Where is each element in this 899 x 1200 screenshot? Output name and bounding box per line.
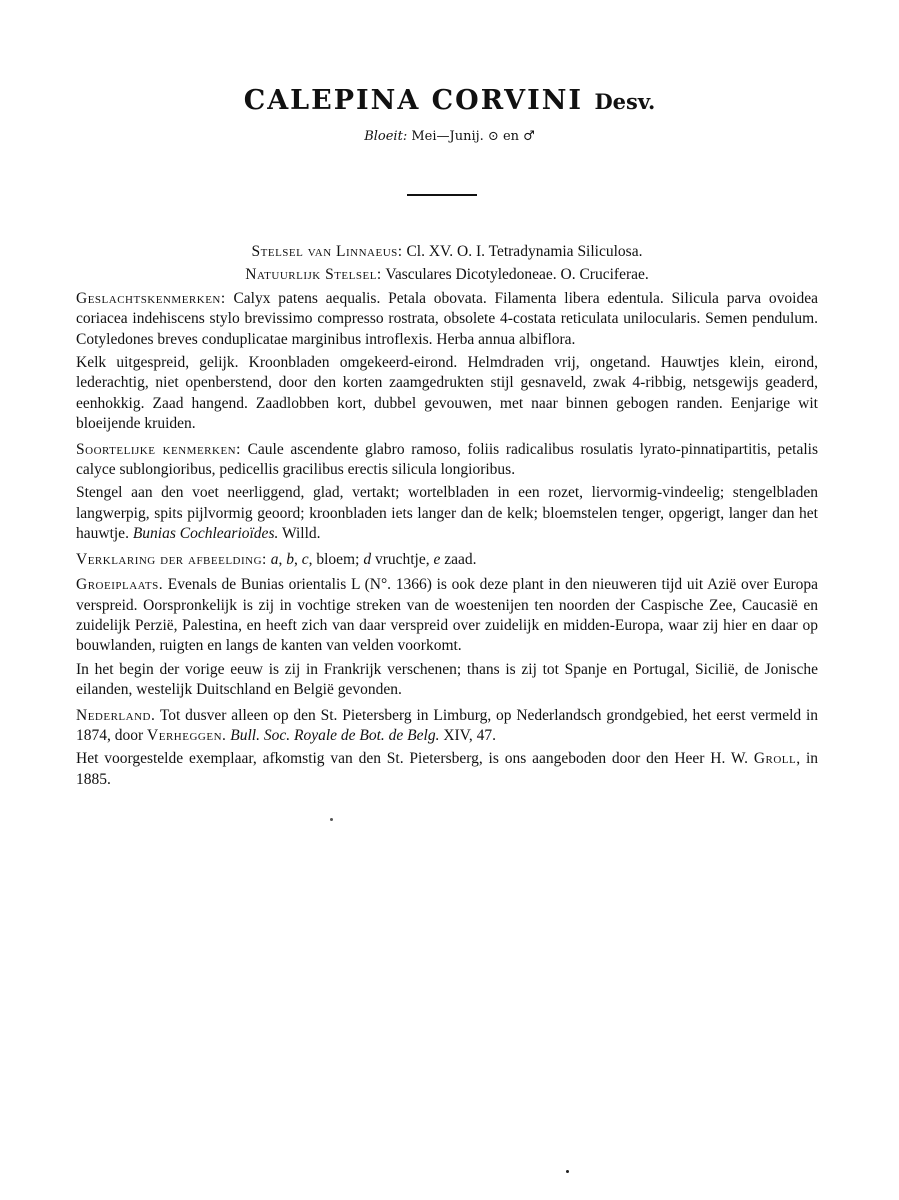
natural-system-text: Vasculares Dicotyledoneae. O. Cruciferae. — [385, 266, 649, 284]
history-paragraph: In het begin der vorige eeuw is zij in Frankrijk verschenen; thans is zij tot Spanje en Portugal, Sicilië, de Jonische eilanden, westelijk Duitschland en België gevonden. — [76, 660, 818, 699]
species-characters-paragraph — [76, 440, 818, 481]
flowering-value: Mei—Junij. ⊙ en ♂ — [411, 129, 535, 144]
linnaeus-text: Cl. XV. O. I. Tetradynamia Siliculosa. — [406, 243, 643, 260]
species-characters-label: Soortelijke kenmerken: — [76, 440, 241, 458]
flowering-line — [0, 129, 899, 144]
synonym: Bunias Cochlearioïdes. — [132, 525, 279, 543]
page-title — [0, 85, 899, 116]
figure-explanation-paragraph: Verklaring der afbeelding: a, b, c, bloem; d vruchtje, e zaad. — [76, 550, 477, 568]
linnaeus-label: Stelsel van Linnaeus: — [251, 243, 403, 260]
species-dutch-paragraph — [76, 483, 818, 544]
synonym-author: Willd. — [281, 525, 321, 543]
habitat-text: Evenals de Bunias orientalis L (N°. 1366) is ook deze plant in den nieuweren tijd uit Azië over Europa verspreid. Oorspronkelijk is zij in vochtige streken van de woestenijen ten noorden der Caspische Zee, Caucasië en zuidelijk Perzië, Palestina, en heeft zich van daar verspreid over zuidelijk en midden-Europa, waar zij hier en daar op bouwlanden, ruigten en langs de kanten van velden voorkomt. — [76, 576, 818, 655]
figure-letter-b: b — [286, 550, 294, 568]
figure-text-fruit: vruchtje, — [374, 550, 430, 568]
figure-text-seed: zaad. — [444, 550, 477, 568]
figure-text-flower: bloem; — [316, 550, 360, 568]
genus-characters-paragraph — [76, 289, 818, 350]
figure-letter-a: a — [270, 550, 279, 568]
netherlands-text: Tot dusver alleen op den St. Pietersberg in Limburg, op Nederlandsch grondgebied, het eerst vermeld in 1874, door — [76, 706, 818, 744]
genus-characters-text: Calyx patens aequalis. Petala obovata. Filamenta libera edentula. Silicula parva ovoidea coriacea indehiscens stylo brevissimo compresso rostrata, obsolete 4-costata reticulata unilocularis. Semen pendulum. Cotyledones breves conduplicatae marginibus introflexis. Herba annua albiflora. — [76, 289, 818, 348]
figure-explanation-label: Verklaring der afbeelding: — [76, 550, 267, 568]
species-name: CALEPINA CORVINI — [243, 85, 584, 116]
specimen-tail: , in 1885. — [76, 750, 819, 788]
print-speck — [566, 1170, 569, 1173]
netherlands-reference: Bull. Soc. Royale de Bot. de Belg. — [230, 726, 440, 744]
netherlands-name: Verheggen. — [147, 726, 227, 744]
genus-characters-label: Geslachtskenmerken: — [76, 289, 226, 307]
genus-dutch-paragraph: Kelk uitgespreid, gelijk. Kroonbladen omgekeerd-eirond. Helmdraden vrij, ongetand. Hauwtjes klein, eirond, lederachtig, niet openberstend, door den korten zaamgedrukten stijl gesnaveld, zwak 4-ribbig, netsgewijs geaderd, eenhokkig. Zaad hangend. Zaadlobben kort, dubbel gevouwen, met naar binnen gebogen randen. Eenjarige wit bloeijende kruiden. — [76, 354, 818, 433]
title-divider — [407, 194, 477, 196]
specimen-text: Het voorgestelde exemplaar, afkomstig van den St. Pietersberg, is ons aangeboden door den Heer H. W. — [76, 750, 748, 768]
natural-system-paragraph — [76, 265, 818, 285]
figure-letter-c: c — [301, 550, 309, 568]
netherlands-label: Nederland. — [76, 706, 156, 724]
figure-letter-d: d — [363, 550, 372, 568]
figure-letter-e: e — [433, 550, 441, 568]
natural-system-label: Natuurlijk Stelsel: — [245, 266, 382, 284]
species-characters-text: Caule ascendente glabro ramoso, foliis radicalibus rosulatis lyrato-pinnatipartitis, petalis calyce sublongioribus, pedicellis gracilibus erectis silicula longioribus. — [76, 440, 818, 479]
specimen-donor: Groll — [753, 750, 797, 768]
habitat-label: Groeiplaats. — [76, 576, 164, 594]
species-author: Desv. — [594, 89, 656, 114]
print-speck — [330, 818, 333, 821]
flowering-label: Bloeit: — [364, 129, 408, 144]
habitat-paragraph — [76, 575, 818, 657]
netherlands-tail: XIV, 47. — [443, 726, 497, 744]
netherlands-paragraph — [76, 706, 818, 747]
specimen-paragraph — [76, 749, 818, 790]
linnaeus-paragraph — [76, 242, 818, 262]
body-text — [76, 242, 818, 790]
species-dutch-text: Stengel aan den voet neerliggend, glad, vertakt; wortelbladen in een rozet, liervormig-vindeelig; stengelbladen langwerpig, spits pijlvormig geoord; kroonbladen iets langer dan de kelk; bloemstelen tenger, opgerigt, langer dan het hauwtje. — [76, 484, 818, 543]
